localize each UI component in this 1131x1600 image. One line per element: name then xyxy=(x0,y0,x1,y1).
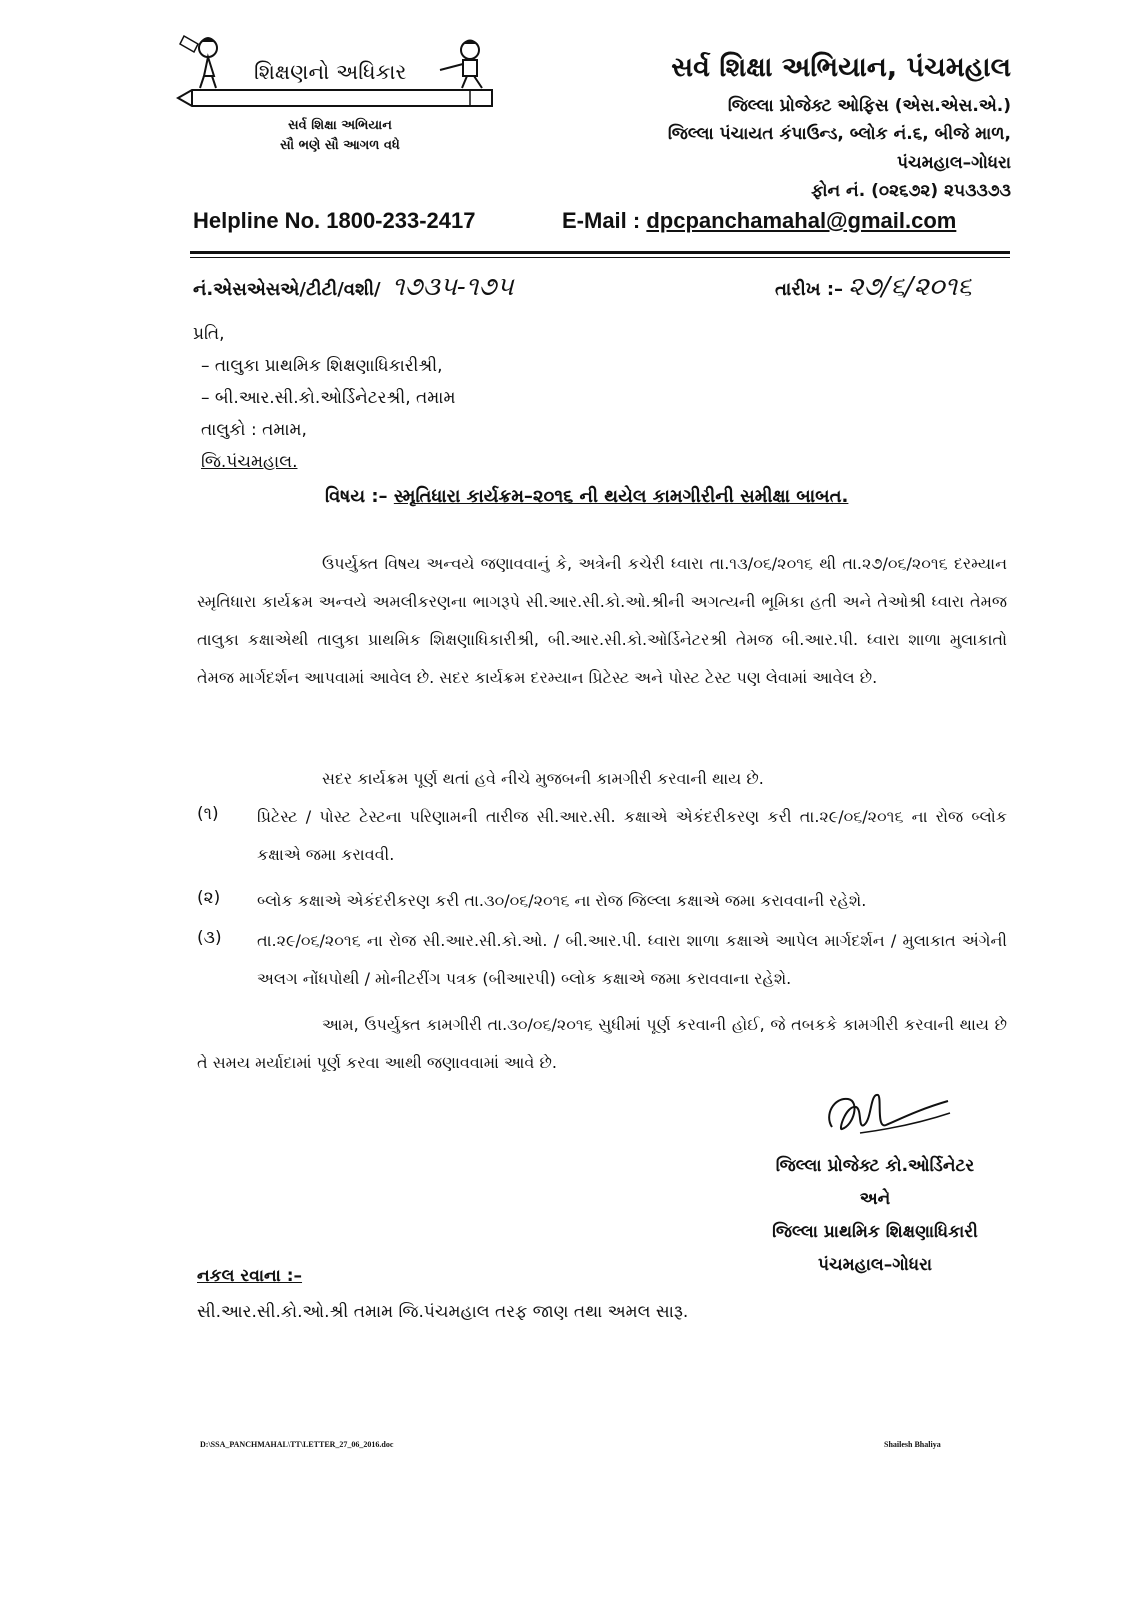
email-link[interactable]: dpcpanchamahal@gmail.com xyxy=(646,208,957,233)
reference-number-handwritten: ૧૭૩૫-૧૭૫ xyxy=(391,272,514,302)
addressee-block xyxy=(193,318,455,478)
signature-block xyxy=(740,1150,1010,1282)
list-item xyxy=(197,798,1007,874)
office-address-2: પંચમહાલ–ગોધરા xyxy=(896,153,1011,173)
subject-line xyxy=(325,486,848,507)
list-item xyxy=(197,882,1007,920)
copy-label: નકલ રવાના :– xyxy=(197,1266,303,1286)
signature-line-2: અને xyxy=(859,1189,891,1209)
logo xyxy=(170,30,510,160)
list-item xyxy=(197,922,1007,998)
list-item-text: બ્લોક કક્ષાએ એકંદરીકરણ કરી તા.૩૦/૦૬/૨૦૧૬ ના રોજ જિલ્લા કક્ષાએ જમા કરાવવાની રહેશે. xyxy=(257,891,867,910)
logo-line-1: સર્વ શિક્ષા અભિયાન xyxy=(288,118,392,133)
office-address-1: જિલ્લા પંચાયત કંપાઉન્ડ, બ્લોક નં.૬, બીજે માળ, xyxy=(667,124,1011,144)
helpline-number: Helpline No. 1800-233-2417 xyxy=(193,208,476,233)
list-item-text: પ્રિટેસ્ટ / પોસ્ટ ટેસ્ટના પરિણામની તારીજ સી.આર.સી. કક્ષાએ એકંદરીકરણ કરી તા.૨૯/૦૬/૨૦૧૬ ના રોજ બ્લોક કક્ષાએ જમા કરાવવી. xyxy=(257,807,1007,864)
list-item-text: તા.૨૯/૦૬/૨૦૧૬ ના રોજ સી.આર.સી.કો.ઓ. / બી.આર.પી. ધ્વારા શાળા કક્ષાએ આપેલ માર્ગદર્શન / મુલાકાત અંગેની અલગ નોંધપોથી / મોનીટરીંગ પત્રક (બીઆરપી) બ્લોક કક્ષાએ જમા કરાવવાના રહેશે. xyxy=(257,931,1007,988)
date-label: તારીખ :– xyxy=(775,279,844,300)
footer-file-path: D:\SSA_PANCHMAHAL\TT\LETTER_27_06_2016.doc xyxy=(200,1440,394,1449)
subject-label: વિષય :– xyxy=(325,486,394,507)
signature-line-4: પંચમહાલ–ગોધરા xyxy=(817,1255,933,1275)
body-paragraph-1: ઉપર્યુક્ત વિષય અન્વયે જણાવવાનું કે, અત્રેની કચેરી ધ્વારા તા.૧૩/૦૬/૨૦૧૬ થી તા.૨૭/૦૬/૨૦૧૬ દરમ્યાન સ્મૃતિધારા કાર્યક્રમ અન્વયે અમલીકરણના ભાગરૂપે સી.આર.સી.કો.ઓ.શ્રીની અગત્યની ભૂમિકા હતી અને તેઓશ્રી ધ્વારા તેમજ તાલુકા કક્ષાએથી તાલુકા પ્રાથમિક શિક્ષણાધિકારીશ્રી, બી.આર.સી.કો.ઓર્ડિનેટરશ્રી તેમજ બી.આર.પી. ધ્વારા શાળા મુલાકાતો તેમજ માર્ગદર્શન આપવામાં આવેલ છે. સદર કાર્યક્રમ દરમ્યાન પ્રિટેસ્ટ અને પોસ્ટ ટેસ્ટ પણ લેવામાં આવેલ છે. xyxy=(197,554,1007,687)
list-item-number: (૨) xyxy=(197,888,221,908)
body-paragraph-3: આમ, ઉપર્યુક્ત કામગીરી તા.૩૦/૦૬/૨૦૧૬ સુધીમાં પૂર્ણ કરવાની હોઈ, જે તબકકે કામગીરી કરવાની થાય છે તે સમય મર્યાદામાં પૂર્ણ કરવા આથી જણાવવામાં આવે છે. xyxy=(197,1015,1007,1072)
list-item-number: (૧) xyxy=(197,804,219,824)
footer-author: Shailesh Bhaliya xyxy=(884,1440,941,1449)
body-paragraph-2: સદર કાર્યક્રમ પૂર્ણ થતાં હવે નીચે મુજબની કામગીરી કરવાની થાય છે. xyxy=(322,769,764,788)
reference-label: નં.એસએસએ/ટીટી/વશી/ xyxy=(193,279,381,300)
email-line xyxy=(562,208,956,234)
copy-text: સી.આર.સી.કો.ઓ.શ્રી તમામ જિ.પંચમહાલ તરફ જાણ તથા અમલ સારૂ. xyxy=(197,1302,689,1322)
office-name: જિલ્લા પ્રોજેક્ટ ઓફિસ (એસ.એસ.એ.) xyxy=(727,96,1011,116)
addressee-line-2: – બી.આર.સી.કો.ઓર્ડિનેટરશ્રી, તમામ xyxy=(201,388,456,408)
signature-line-3: જિલ્લા પ્રાથમિક શિક્ષણાધિકારી xyxy=(772,1222,978,1242)
addressee-prati: પ્રતિ, xyxy=(193,324,225,344)
signature-mark-icon xyxy=(820,1085,960,1145)
org-name: સર્વ શિક્ષા અભિયાન, પંચમહાલ xyxy=(671,52,1011,83)
addressee-line-1: – તાલુકા પ્રાથમિક શિક્ષણાધિકારીશ્રી, xyxy=(201,356,443,376)
signature-line-1: જિલ્લા પ્રોજેક્ટ કો.ઓર્ડિનેટર xyxy=(775,1156,975,1176)
date-block xyxy=(775,272,972,303)
logo-title: શિક્ષણનો અધિકાર xyxy=(254,60,407,84)
reference-line xyxy=(193,272,1023,312)
logo-line-2: સૌ ભણે સૌ આગળ વધે xyxy=(280,138,400,153)
email-label: E-Mail : xyxy=(562,208,647,233)
subject-text: સ્મૃતિધારા કાર્યક્રમ–૨૦૧૬ ની થયેલ કામગીરીની સમીક્ષા બાબત. xyxy=(393,486,849,507)
header-divider-thin xyxy=(190,257,1010,258)
header-divider-thick xyxy=(190,251,1010,254)
office-phone: ફોન નં. (૦૨૬૭૨) ૨૫૩૩૭૩ xyxy=(811,181,1011,201)
addressee-line-3: તાલુકો : તમામ, xyxy=(201,420,307,440)
date-handwritten: ૨૭/૬/૨૦૧૬ xyxy=(848,272,972,302)
list-item-number: (૩) xyxy=(197,928,222,948)
addressee-line-4: જિ.પંચમહાલ. xyxy=(201,452,298,472)
